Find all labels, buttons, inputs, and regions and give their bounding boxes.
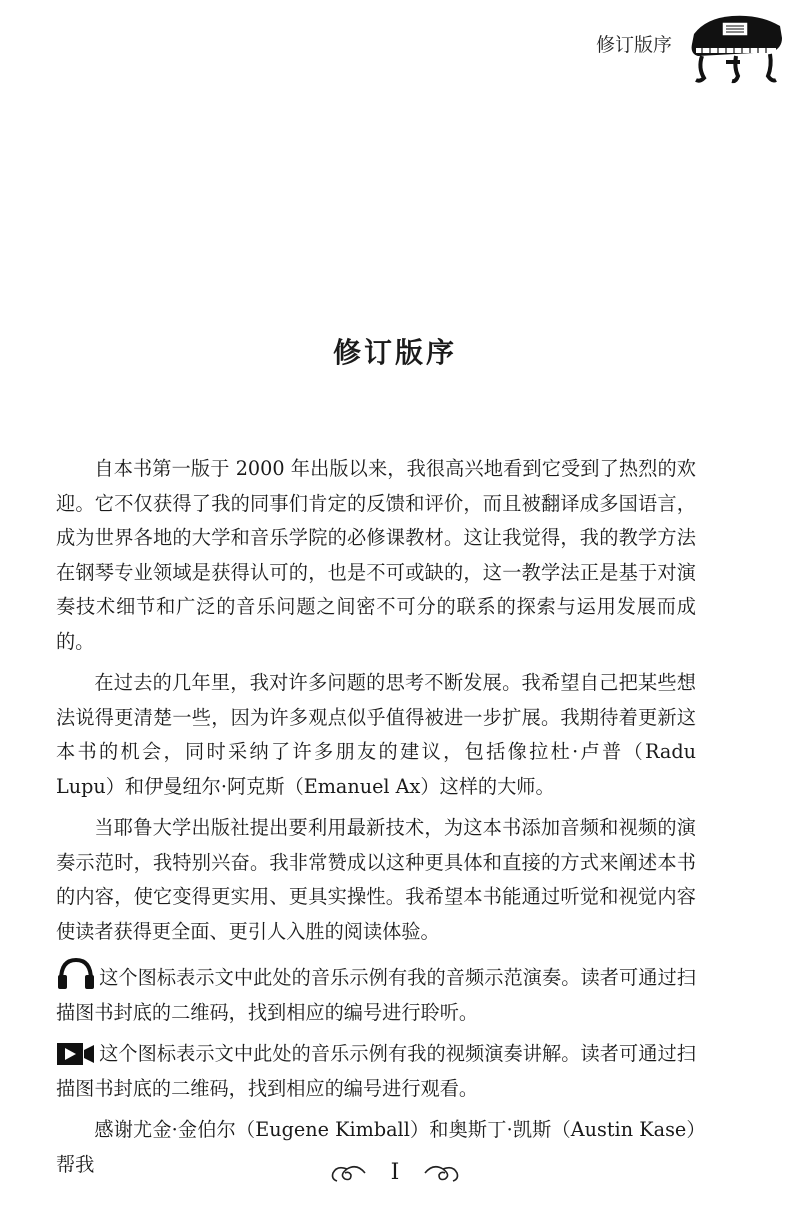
page-title: 修订版序 bbox=[332, 335, 457, 369]
paragraph: 当耶鲁大学出版社提出要利用最新技术，为这本书添加音频和视频的演奏示范时，我特别兴奋。我非常赞成以这种更具体和直接的方式来阐述本书的内容，使它变得更实用、更具实操性。我希望本书能通过听觉和视觉内容使读者获得更全面、更引人入胜的阅读体验。 bbox=[56, 816, 696, 943]
page-footer bbox=[0, 1160, 790, 1185]
running-header-title: 修订版序 bbox=[596, 34, 673, 56]
preface-body bbox=[56, 452, 696, 1189]
paragraph: 在过去的几年里，我对许多问题的思考不断发展。我希望自己把某些想法说得更清楚一些，因为许多观点似乎值得被进一步扩展。我期待着更新这本书的机会，同时采纳了许多朋友的建议，包括像拉杜·卢普（Radu Lupu）和伊曼纽尔·阿克斯（Emanuel Ax）这样的大师。 bbox=[56, 671, 696, 798]
grand-piano-icon bbox=[686, 8, 786, 88]
audio-note-paragraph bbox=[56, 956, 696, 1030]
video-camera-icon bbox=[56, 1042, 96, 1066]
paragraph: 自本书第一版于 2000 年出版以来，我很高兴地看到它受到了热烈的欢迎。它不仅获得了我的同事们肯定的反馈和评价，而且被翻译成多国语言，成为世界各地的大学和音乐学院的必修课教材。这让我觉得，我的教学方法在钢琴专业领域是获得认可的，也是不可或缺的，这一教学法正是基于对演奏技术细节和广泛的音乐问题之间密不可分的联系的探索与运用发展而成的。 bbox=[56, 457, 696, 653]
video-note-text: 这个图标表示文中此处的音乐示例有我的视频演奏讲解。读者可通过扫描图书封底的二维码，找到相应的编号进行观看。 bbox=[56, 1042, 696, 1100]
headphones-icon bbox=[56, 956, 96, 990]
video-note-paragraph bbox=[56, 1037, 696, 1106]
page-number: I bbox=[390, 1160, 400, 1185]
paragraph: 感谢尤金·金伯尔（Eugene Kimball）和奥斯丁·凯斯（Austin Kase）帮我 bbox=[56, 1118, 696, 1176]
audio-note-text: 这个图标表示文中此处的音乐示例有我的音频示范演奏。读者可通过扫描图书封底的二维码，找到相应的编号进行聆听。 bbox=[56, 966, 696, 1024]
left-flourish-icon bbox=[329, 1161, 369, 1185]
right-flourish-icon bbox=[421, 1161, 461, 1185]
